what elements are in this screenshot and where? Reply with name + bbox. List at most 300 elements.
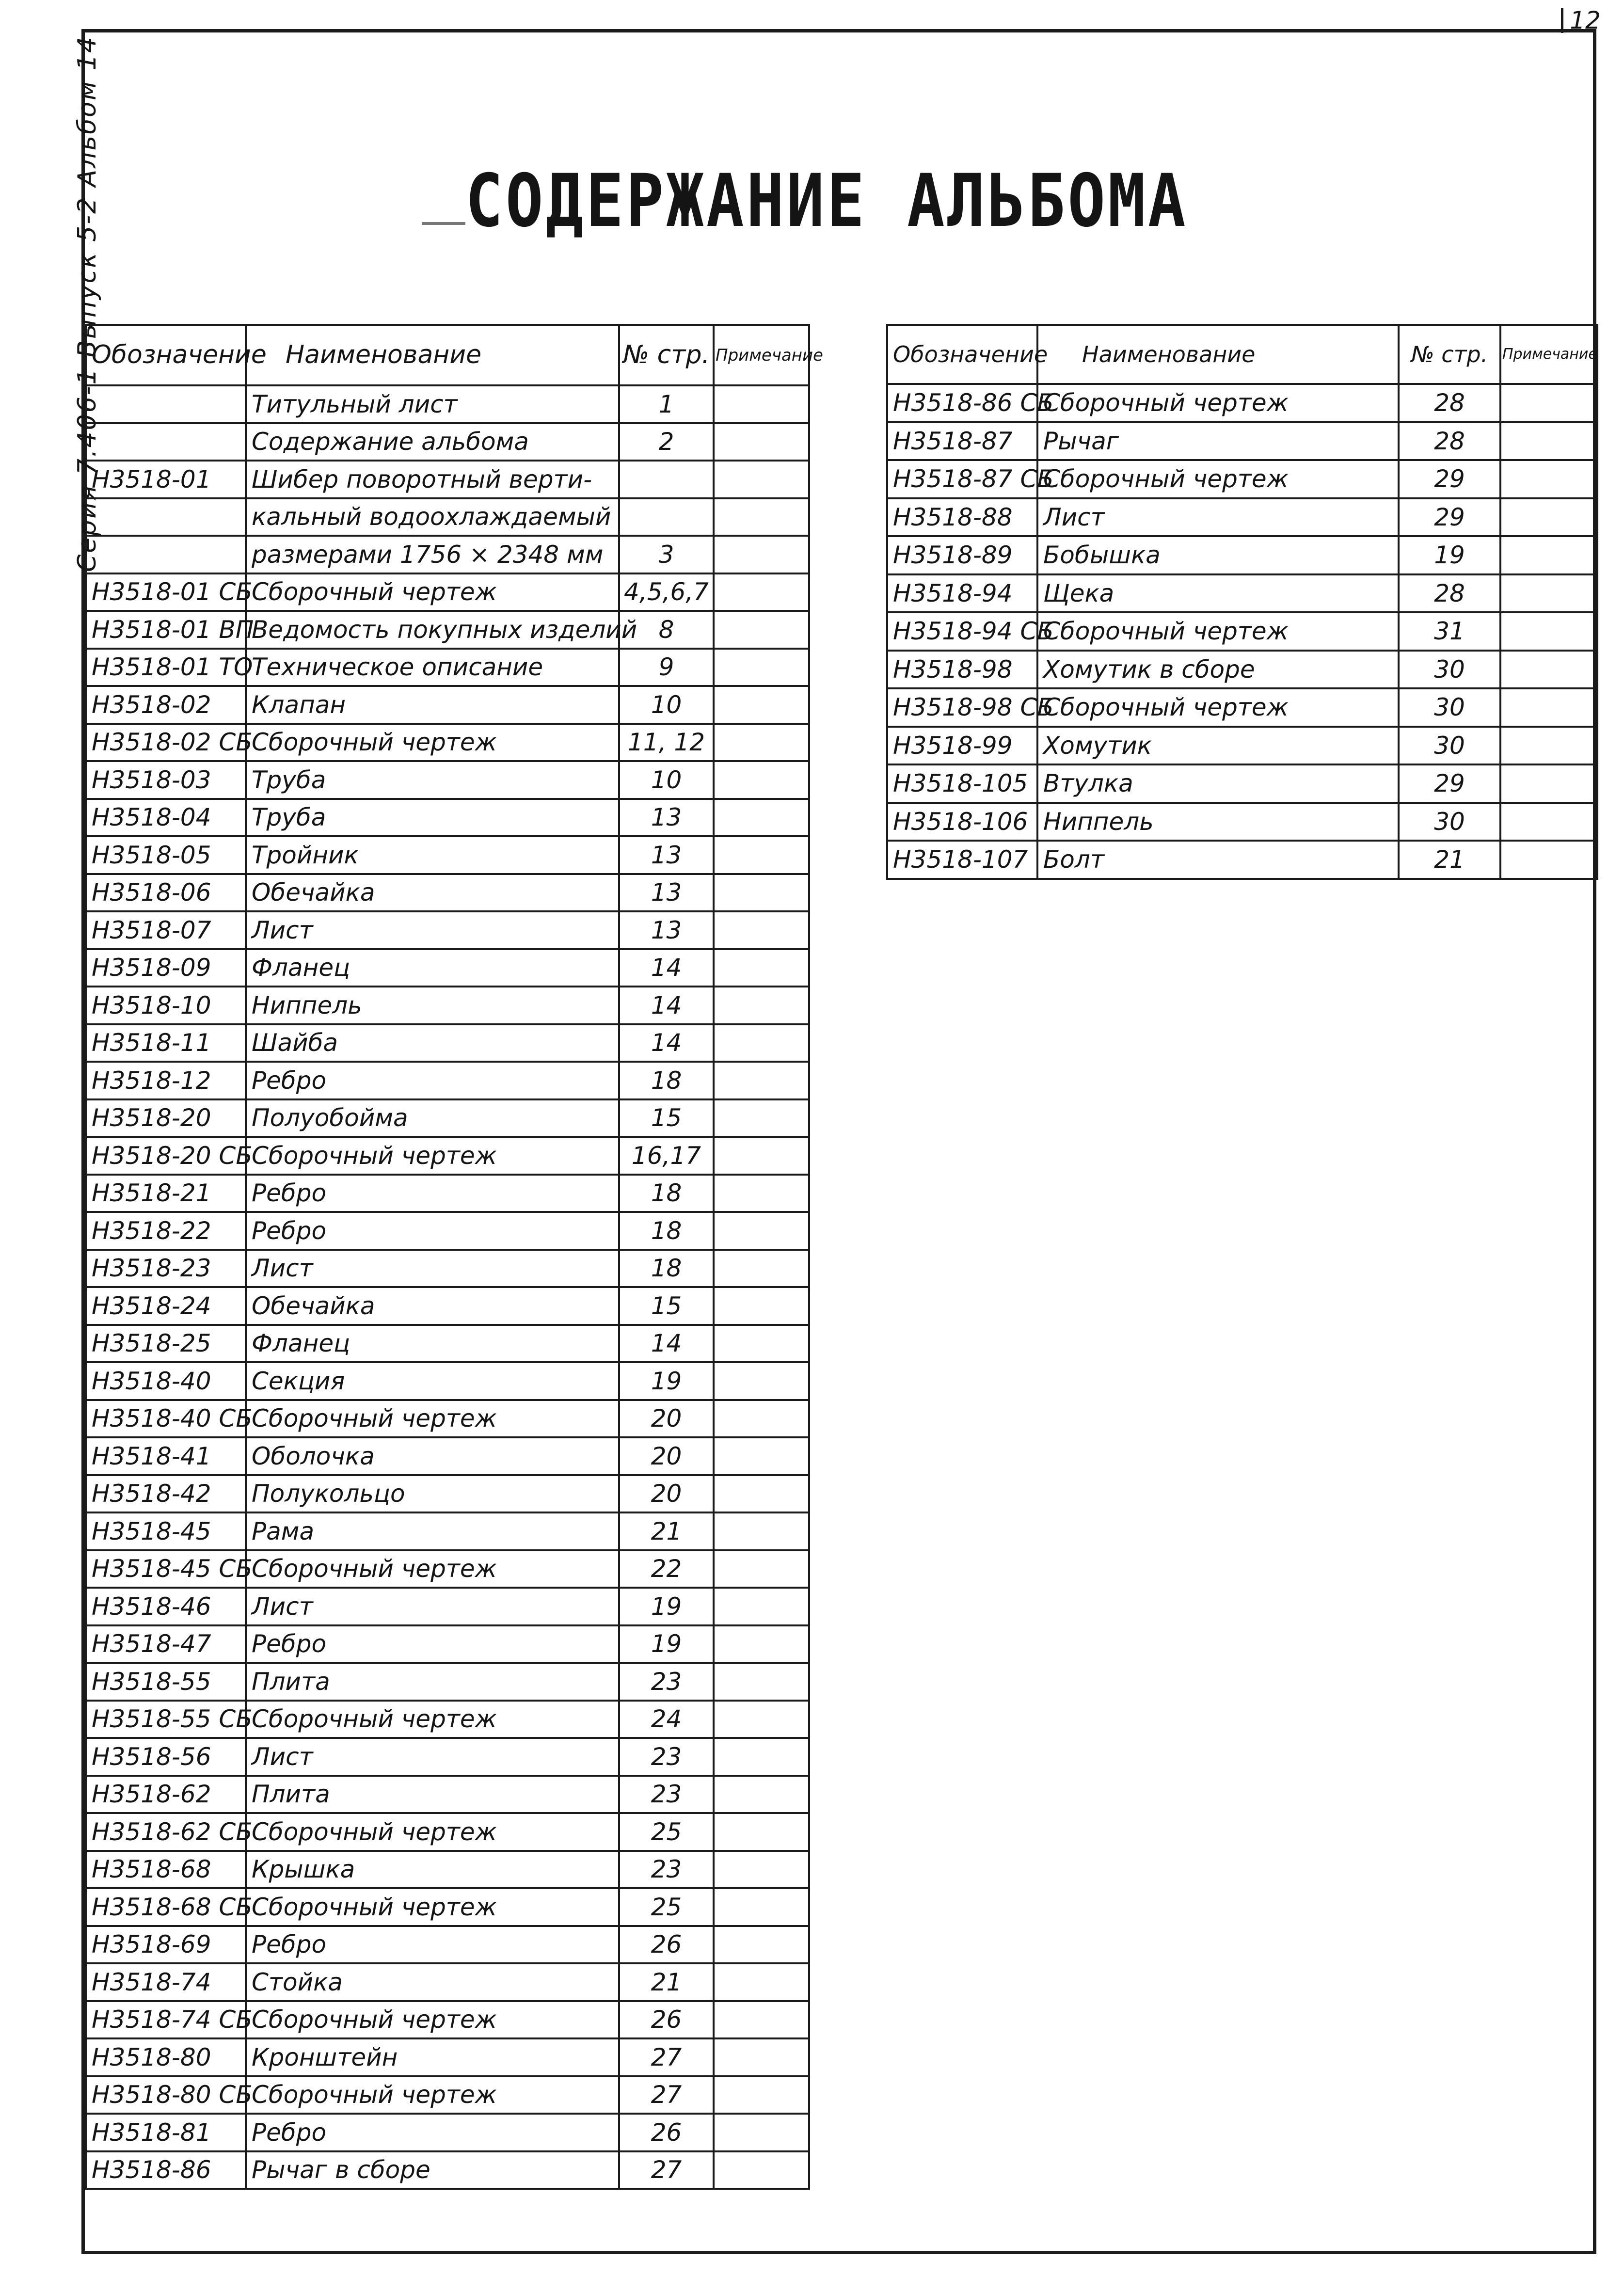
cell-designation: Н3518-02 СБ bbox=[86, 724, 246, 762]
cell-note bbox=[714, 498, 809, 536]
table-row bbox=[86, 724, 809, 762]
cell-name: кальный водоохлаждаемый bbox=[246, 498, 619, 536]
table-row bbox=[86, 799, 809, 837]
cell-designation bbox=[86, 498, 246, 536]
cell-designation: Н3518-68 СБ bbox=[86, 1888, 246, 1926]
cell-name: Крышка bbox=[246, 1851, 619, 1889]
cell-page-no: 4,5,6,7 bbox=[619, 573, 714, 611]
cell-note bbox=[714, 1287, 809, 1325]
cell-name: Ребро bbox=[246, 1625, 619, 1663]
cell-note bbox=[714, 949, 809, 987]
table-header-row bbox=[887, 325, 1597, 384]
contents-table-left-body bbox=[86, 385, 809, 2189]
cell-note bbox=[714, 1325, 809, 1363]
table-row bbox=[887, 841, 1597, 879]
cell-name: Ведомость покупных изделий bbox=[246, 611, 619, 649]
cell-designation: Н3518-01 ВП bbox=[86, 611, 246, 649]
cell-note bbox=[714, 1475, 809, 1513]
cell-page-no: 14 bbox=[619, 1024, 714, 1062]
cell-name: Сборочный чертеж bbox=[1037, 460, 1399, 498]
cell-note bbox=[714, 686, 809, 724]
cell-note bbox=[1500, 536, 1597, 574]
cell-designation: Н3518-56 bbox=[86, 1738, 246, 1776]
cell-page-no: 18 bbox=[619, 1175, 714, 1212]
title-dash bbox=[422, 222, 465, 225]
cell-name: Секция bbox=[246, 1362, 619, 1400]
cell-designation: Н3518-21 bbox=[86, 1175, 246, 1212]
cell-name: размерами 1756 × 2348 мм bbox=[246, 536, 619, 573]
series-side-label: Серия 7.406-1 Выпуск 5-2 Альбом 14 bbox=[73, 35, 102, 572]
contents-table-left bbox=[85, 324, 823, 2190]
header-page-no: № стр. bbox=[619, 325, 714, 385]
cell-page-no: 13 bbox=[619, 799, 714, 837]
cell-name: Фланец bbox=[246, 1325, 619, 1363]
cell-name: Шайба bbox=[246, 1024, 619, 1062]
cell-name: Сборочный чертеж bbox=[1037, 688, 1399, 727]
table-row bbox=[86, 1588, 809, 1625]
cell-name: Лист bbox=[1037, 498, 1399, 537]
cell-designation: Н3518-45 bbox=[86, 1512, 246, 1550]
cell-page-no: 13 bbox=[619, 911, 714, 949]
table-row bbox=[86, 1738, 809, 1776]
cell-page-no: 8 bbox=[619, 611, 714, 649]
cell-name: Обечайка bbox=[246, 1287, 619, 1325]
cell-note bbox=[1500, 612, 1597, 651]
cell-note bbox=[714, 536, 809, 573]
header-designation: Обозначение bbox=[887, 325, 1037, 384]
cell-page-no: 21 bbox=[619, 1963, 714, 2001]
table-row bbox=[86, 1776, 809, 1814]
cell-page-no: 18 bbox=[619, 1212, 714, 1250]
cell-designation: Н3518-74 СБ bbox=[86, 2001, 246, 2039]
cell-designation: Н3518-107 bbox=[887, 841, 1037, 879]
cell-note bbox=[714, 1663, 809, 1701]
cell-page-no: 30 bbox=[1399, 803, 1500, 841]
table-row bbox=[86, 1550, 809, 1588]
cell-name: Лист bbox=[246, 1588, 619, 1625]
table-row bbox=[86, 423, 809, 461]
cell-note bbox=[714, 911, 809, 949]
cell-page-no: 19 bbox=[1399, 536, 1500, 574]
cell-designation: Н3518-11 bbox=[86, 1024, 246, 1062]
cell-name: Сборочный чертеж bbox=[246, 1400, 619, 1438]
cell-note bbox=[714, 724, 809, 762]
cell-name: Техническое описание bbox=[246, 649, 619, 686]
table-row bbox=[86, 911, 809, 949]
cell-designation: Н3518-20 СБ bbox=[86, 1137, 246, 1175]
cell-page-no: 3 bbox=[619, 536, 714, 573]
cell-designation: Н3518-86 СБ bbox=[887, 384, 1037, 422]
cell-note bbox=[1500, 651, 1597, 689]
cell-note bbox=[714, 423, 809, 461]
cell-designation: Н3518-01 ТО bbox=[86, 649, 246, 686]
table-header-row bbox=[86, 325, 809, 385]
table-row bbox=[86, 1250, 809, 1288]
cell-note bbox=[714, 1813, 809, 1851]
cell-name: Кронштейн bbox=[246, 2038, 619, 2076]
cell-designation: Н3518-55 СБ bbox=[86, 1701, 246, 1738]
cell-designation: Н3518-86 bbox=[86, 2151, 246, 2189]
cell-designation: Н3518-94 bbox=[887, 574, 1037, 613]
cell-note bbox=[714, 874, 809, 912]
table-row bbox=[86, 761, 809, 799]
cell-designation: Н3518-25 bbox=[86, 1325, 246, 1363]
header-note: Примечание bbox=[714, 325, 809, 385]
table-row bbox=[887, 688, 1597, 727]
cell-page-no: 23 bbox=[619, 1663, 714, 1701]
table-row bbox=[86, 949, 809, 987]
cell-name: Лист bbox=[246, 911, 619, 949]
table-row bbox=[86, 498, 809, 536]
page-title: СОДЕРЖАНИЕ АЛЬБОМА bbox=[465, 159, 1188, 243]
cell-designation: Н3518-24 bbox=[86, 1287, 246, 1325]
cell-page-no: 13 bbox=[619, 836, 714, 874]
table-row bbox=[887, 574, 1597, 613]
cell-designation: Н3518-40 bbox=[86, 1362, 246, 1400]
cell-note bbox=[714, 1400, 809, 1438]
cell-page-no: 13 bbox=[619, 874, 714, 912]
cell-note bbox=[714, 799, 809, 837]
cell-name: Сборочный чертеж bbox=[246, 1550, 619, 1588]
cell-designation: Н3518-03 bbox=[86, 761, 246, 799]
header-name: Наименование bbox=[1037, 325, 1399, 384]
table-row bbox=[86, 1325, 809, 1363]
table-row bbox=[86, 2001, 809, 2039]
table-row bbox=[86, 1024, 809, 1062]
cell-note bbox=[714, 1175, 809, 1212]
cell-name: Хомутик в сборе bbox=[1037, 651, 1399, 689]
table-row bbox=[887, 803, 1597, 841]
cell-name: Сборочный чертеж bbox=[246, 1813, 619, 1851]
table-row bbox=[86, 686, 809, 724]
cell-name: Шибер поворотный верти- bbox=[246, 461, 619, 498]
cell-name: Полуобойма bbox=[246, 1099, 619, 1137]
cell-note bbox=[714, 1776, 809, 1814]
cell-page-no: 15 bbox=[619, 1287, 714, 1325]
cell-note bbox=[714, 1099, 809, 1137]
cell-page-no: 28 bbox=[1399, 422, 1500, 461]
cell-designation: Н3518-01 bbox=[86, 461, 246, 498]
cell-note bbox=[714, 1888, 809, 1926]
cell-page-no: 1 bbox=[619, 385, 714, 423]
cell-designation: Н3518-22 bbox=[86, 1212, 246, 1250]
cell-note bbox=[714, 385, 809, 423]
cell-designation: Н3518-69 bbox=[86, 1926, 246, 1964]
cell-page-no: 30 bbox=[1399, 727, 1500, 765]
cell-designation: Н3518-74 bbox=[86, 1963, 246, 2001]
cell-note bbox=[714, 611, 809, 649]
cell-page-no: 20 bbox=[619, 1437, 714, 1475]
cell-page-no: 18 bbox=[619, 1250, 714, 1288]
cell-note bbox=[1500, 574, 1597, 613]
table-row bbox=[86, 1888, 809, 1926]
header-note: Примечание bbox=[1500, 325, 1597, 384]
table-row bbox=[86, 611, 809, 649]
cell-page-no: 23 bbox=[619, 1776, 714, 1814]
cell-page-no bbox=[619, 498, 714, 536]
cell-name: Сборочный чертеж bbox=[246, 1888, 619, 1926]
cell-designation: Н3518-09 bbox=[86, 949, 246, 987]
cell-designation: Н3518-01 СБ bbox=[86, 573, 246, 611]
cell-name: Титульный лист bbox=[246, 385, 619, 423]
cell-designation: Н3518-04 bbox=[86, 799, 246, 837]
table-row bbox=[86, 1362, 809, 1400]
cell-page-no: 26 bbox=[619, 2114, 714, 2151]
cell-note bbox=[714, 1588, 809, 1625]
cell-name: Полукольцо bbox=[246, 1475, 619, 1513]
cell-designation: Н3518-41 bbox=[86, 1437, 246, 1475]
cell-note bbox=[714, 1062, 809, 1099]
cell-name: Болт bbox=[1037, 841, 1399, 879]
cell-note bbox=[714, 1701, 809, 1738]
cell-note bbox=[1500, 803, 1597, 841]
cell-name: Ниппель bbox=[1037, 803, 1399, 841]
cell-name: Труба bbox=[246, 761, 619, 799]
table-row bbox=[887, 460, 1597, 498]
cell-page-no: 25 bbox=[619, 1813, 714, 1851]
cell-designation: Н3518-46 bbox=[86, 1588, 246, 1625]
cell-designation: Н3518-07 bbox=[86, 911, 246, 949]
cell-name: Сборочный чертеж bbox=[246, 2076, 619, 2114]
table-row bbox=[86, 2151, 809, 2189]
cell-note bbox=[714, 2038, 809, 2076]
cell-page-no bbox=[619, 461, 714, 498]
table-row bbox=[86, 874, 809, 912]
cell-page-no: 29 bbox=[1399, 764, 1500, 803]
table-row bbox=[887, 384, 1597, 422]
table-row bbox=[86, 2114, 809, 2151]
cell-page-no: 26 bbox=[619, 1926, 714, 1964]
cell-note bbox=[714, 2076, 809, 2114]
cell-designation: Н3518-20 bbox=[86, 1099, 246, 1137]
cell-name: Втулка bbox=[1037, 764, 1399, 803]
cell-note bbox=[1500, 764, 1597, 803]
table-row bbox=[86, 461, 809, 498]
cell-name: Ребро bbox=[246, 1062, 619, 1099]
cell-note bbox=[714, 987, 809, 1024]
cell-designation bbox=[86, 423, 246, 461]
cell-designation: Н3518-88 bbox=[887, 498, 1037, 537]
cell-name: Ребро bbox=[246, 1926, 619, 1964]
cell-name: Ребро bbox=[246, 1212, 619, 1250]
cell-page-no: 14 bbox=[619, 1325, 714, 1363]
cell-page-no: 15 bbox=[619, 1099, 714, 1137]
cell-note bbox=[1500, 498, 1597, 537]
cell-name: Тройник bbox=[246, 836, 619, 874]
cell-note bbox=[714, 1512, 809, 1550]
cell-note bbox=[1500, 422, 1597, 461]
cell-page-no: 25 bbox=[619, 1888, 714, 1926]
cell-page-no: 9 bbox=[619, 649, 714, 686]
cell-page-no: 10 bbox=[619, 761, 714, 799]
contents-table-right bbox=[886, 324, 1598, 880]
table-row bbox=[887, 536, 1597, 574]
cell-name: Рычаг в сборе bbox=[246, 2151, 619, 2189]
table-row bbox=[86, 1099, 809, 1137]
cell-page-no: 19 bbox=[619, 1362, 714, 1400]
table-row bbox=[86, 2038, 809, 2076]
cell-name: Лист bbox=[246, 1250, 619, 1288]
table-row bbox=[86, 1062, 809, 1099]
table-row bbox=[887, 498, 1597, 537]
cell-note bbox=[714, 1250, 809, 1288]
cell-page-no: 29 bbox=[1399, 498, 1500, 537]
cell-name: Сборочный чертеж bbox=[1037, 612, 1399, 651]
table-row bbox=[86, 987, 809, 1024]
cell-name: Плита bbox=[246, 1663, 619, 1701]
table-row bbox=[86, 1625, 809, 1663]
cell-note bbox=[714, 1024, 809, 1062]
cell-name: Рычаг bbox=[1037, 422, 1399, 461]
cell-name: Фланец bbox=[246, 949, 619, 987]
cell-name: Обечайка bbox=[246, 874, 619, 912]
cell-name: Сборочный чертеж bbox=[246, 573, 619, 611]
cell-note bbox=[1500, 688, 1597, 727]
table-row bbox=[86, 1851, 809, 1889]
cell-note bbox=[1500, 727, 1597, 765]
cell-designation: Н3518-94 СБ bbox=[887, 612, 1037, 651]
cell-name: Щека bbox=[1037, 574, 1399, 613]
cell-name: Стойка bbox=[246, 1963, 619, 2001]
cell-name: Оболочка bbox=[246, 1437, 619, 1475]
cell-designation: Н3518-23 bbox=[86, 1250, 246, 1288]
table-row bbox=[86, 1701, 809, 1738]
cell-note bbox=[714, 1550, 809, 1588]
cell-page-no: 28 bbox=[1399, 574, 1500, 613]
cell-note bbox=[714, 2151, 809, 2189]
cell-page-no: 23 bbox=[619, 1738, 714, 1776]
cell-page-no: 19 bbox=[619, 1588, 714, 1625]
cell-designation: Н3518-98 СБ bbox=[887, 688, 1037, 727]
cell-name: Содержание альбома bbox=[246, 423, 619, 461]
table-row bbox=[86, 536, 809, 573]
cell-page-no: 14 bbox=[619, 987, 714, 1024]
cell-note bbox=[1500, 384, 1597, 422]
cell-name: Рама bbox=[246, 1512, 619, 1550]
cell-note bbox=[1500, 460, 1597, 498]
header-name: Наименование bbox=[246, 325, 619, 385]
cell-page-no: 11, 12 bbox=[619, 724, 714, 762]
table-row bbox=[887, 727, 1597, 765]
cell-page-no: 2 bbox=[619, 423, 714, 461]
cell-designation: Н3518-98 bbox=[887, 651, 1037, 689]
cell-page-no: 20 bbox=[619, 1475, 714, 1513]
cell-name: Хомутик bbox=[1037, 727, 1399, 765]
cell-name: Сборочный чертеж bbox=[246, 2001, 619, 2039]
table-row bbox=[86, 1137, 809, 1175]
cell-designation: Н3518-62 СБ bbox=[86, 1813, 246, 1851]
cell-designation: Н3518-12 bbox=[86, 1062, 246, 1099]
cell-note bbox=[714, 1963, 809, 2001]
cell-designation: Н3518-87 bbox=[887, 422, 1037, 461]
cell-note bbox=[714, 761, 809, 799]
cell-note bbox=[714, 2001, 809, 2039]
cell-note bbox=[1500, 841, 1597, 879]
table-row bbox=[86, 385, 809, 423]
cell-name: Бобышка bbox=[1037, 536, 1399, 574]
cell-designation bbox=[86, 385, 246, 423]
cell-designation: Н3518-02 bbox=[86, 686, 246, 724]
cell-name: Сборочный чертеж bbox=[246, 724, 619, 762]
cell-designation: Н3518-80 СБ bbox=[86, 2076, 246, 2114]
table-row bbox=[887, 612, 1597, 651]
cell-page-no: 21 bbox=[619, 1512, 714, 1550]
contents-table-right-body bbox=[887, 384, 1597, 879]
cell-note bbox=[714, 1212, 809, 1250]
cell-page-no: 22 bbox=[619, 1550, 714, 1588]
cell-note bbox=[714, 1362, 809, 1400]
cell-designation: Н3518-105 bbox=[887, 764, 1037, 803]
cell-name: Сборочный чертеж bbox=[246, 1137, 619, 1175]
cell-page-no: 24 bbox=[619, 1701, 714, 1738]
cell-designation: Н3518-89 bbox=[887, 536, 1037, 574]
cell-name: Клапан bbox=[246, 686, 619, 724]
table-row bbox=[86, 1663, 809, 1701]
cell-note bbox=[714, 1625, 809, 1663]
header-page-no: № стр. bbox=[1399, 325, 1500, 384]
cell-page-no: 16,17 bbox=[619, 1137, 714, 1175]
cell-note bbox=[714, 2114, 809, 2151]
header-designation: Обозначение bbox=[86, 325, 246, 385]
cell-page-no: 28 bbox=[1399, 384, 1500, 422]
cell-page-no: 23 bbox=[619, 1851, 714, 1889]
cell-designation: Н3518-99 bbox=[887, 727, 1037, 765]
table-row bbox=[86, 1813, 809, 1851]
cell-designation: Н3518-40 СБ bbox=[86, 1400, 246, 1438]
table-row bbox=[86, 1212, 809, 1250]
table-row bbox=[86, 1175, 809, 1212]
cell-designation: Н3518-106 bbox=[887, 803, 1037, 841]
table-row bbox=[86, 1475, 809, 1513]
cell-designation: Н3518-55 bbox=[86, 1663, 246, 1701]
cell-page-no: 18 bbox=[619, 1062, 714, 1099]
table-row bbox=[86, 649, 809, 686]
cell-note bbox=[714, 461, 809, 498]
cell-note bbox=[714, 1738, 809, 1776]
cell-note bbox=[714, 836, 809, 874]
cell-designation: Н3518-87 СБ bbox=[887, 460, 1037, 498]
cell-page-no: 29 bbox=[1399, 460, 1500, 498]
cell-note bbox=[714, 1926, 809, 1964]
cell-name: Ребро bbox=[246, 2114, 619, 2151]
cell-page-no: 27 bbox=[619, 2038, 714, 2076]
cell-name: Ниппель bbox=[246, 987, 619, 1024]
cell-note bbox=[714, 1137, 809, 1175]
cell-name: Сборочный чертеж bbox=[246, 1701, 619, 1738]
table-row bbox=[86, 1963, 809, 2001]
cell-name: Сборочный чертеж bbox=[1037, 384, 1399, 422]
table-row bbox=[86, 1287, 809, 1325]
cell-designation: Н3518-45 СБ bbox=[86, 1550, 246, 1588]
cell-designation: Н3518-42 bbox=[86, 1475, 246, 1513]
cell-designation: Н3518-05 bbox=[86, 836, 246, 874]
cell-page-no: 30 bbox=[1399, 651, 1500, 689]
cell-page-no: 27 bbox=[619, 2151, 714, 2189]
cell-note bbox=[714, 573, 809, 611]
cell-page-no: 20 bbox=[619, 1400, 714, 1438]
cell-designation: Н3518-62 bbox=[86, 1776, 246, 1814]
cell-page-no: 30 bbox=[1399, 688, 1500, 727]
cell-page-no: 21 bbox=[1399, 841, 1500, 879]
table-row bbox=[86, 1437, 809, 1475]
cell-page-no: 27 bbox=[619, 2076, 714, 2114]
cell-page-no: 19 bbox=[619, 1625, 714, 1663]
cell-name: Лист bbox=[246, 1738, 619, 1776]
cell-note bbox=[714, 1437, 809, 1475]
table-row bbox=[86, 1926, 809, 1964]
cell-designation: Н3518-80 bbox=[86, 2038, 246, 2076]
cell-designation: Н3518-47 bbox=[86, 1625, 246, 1663]
